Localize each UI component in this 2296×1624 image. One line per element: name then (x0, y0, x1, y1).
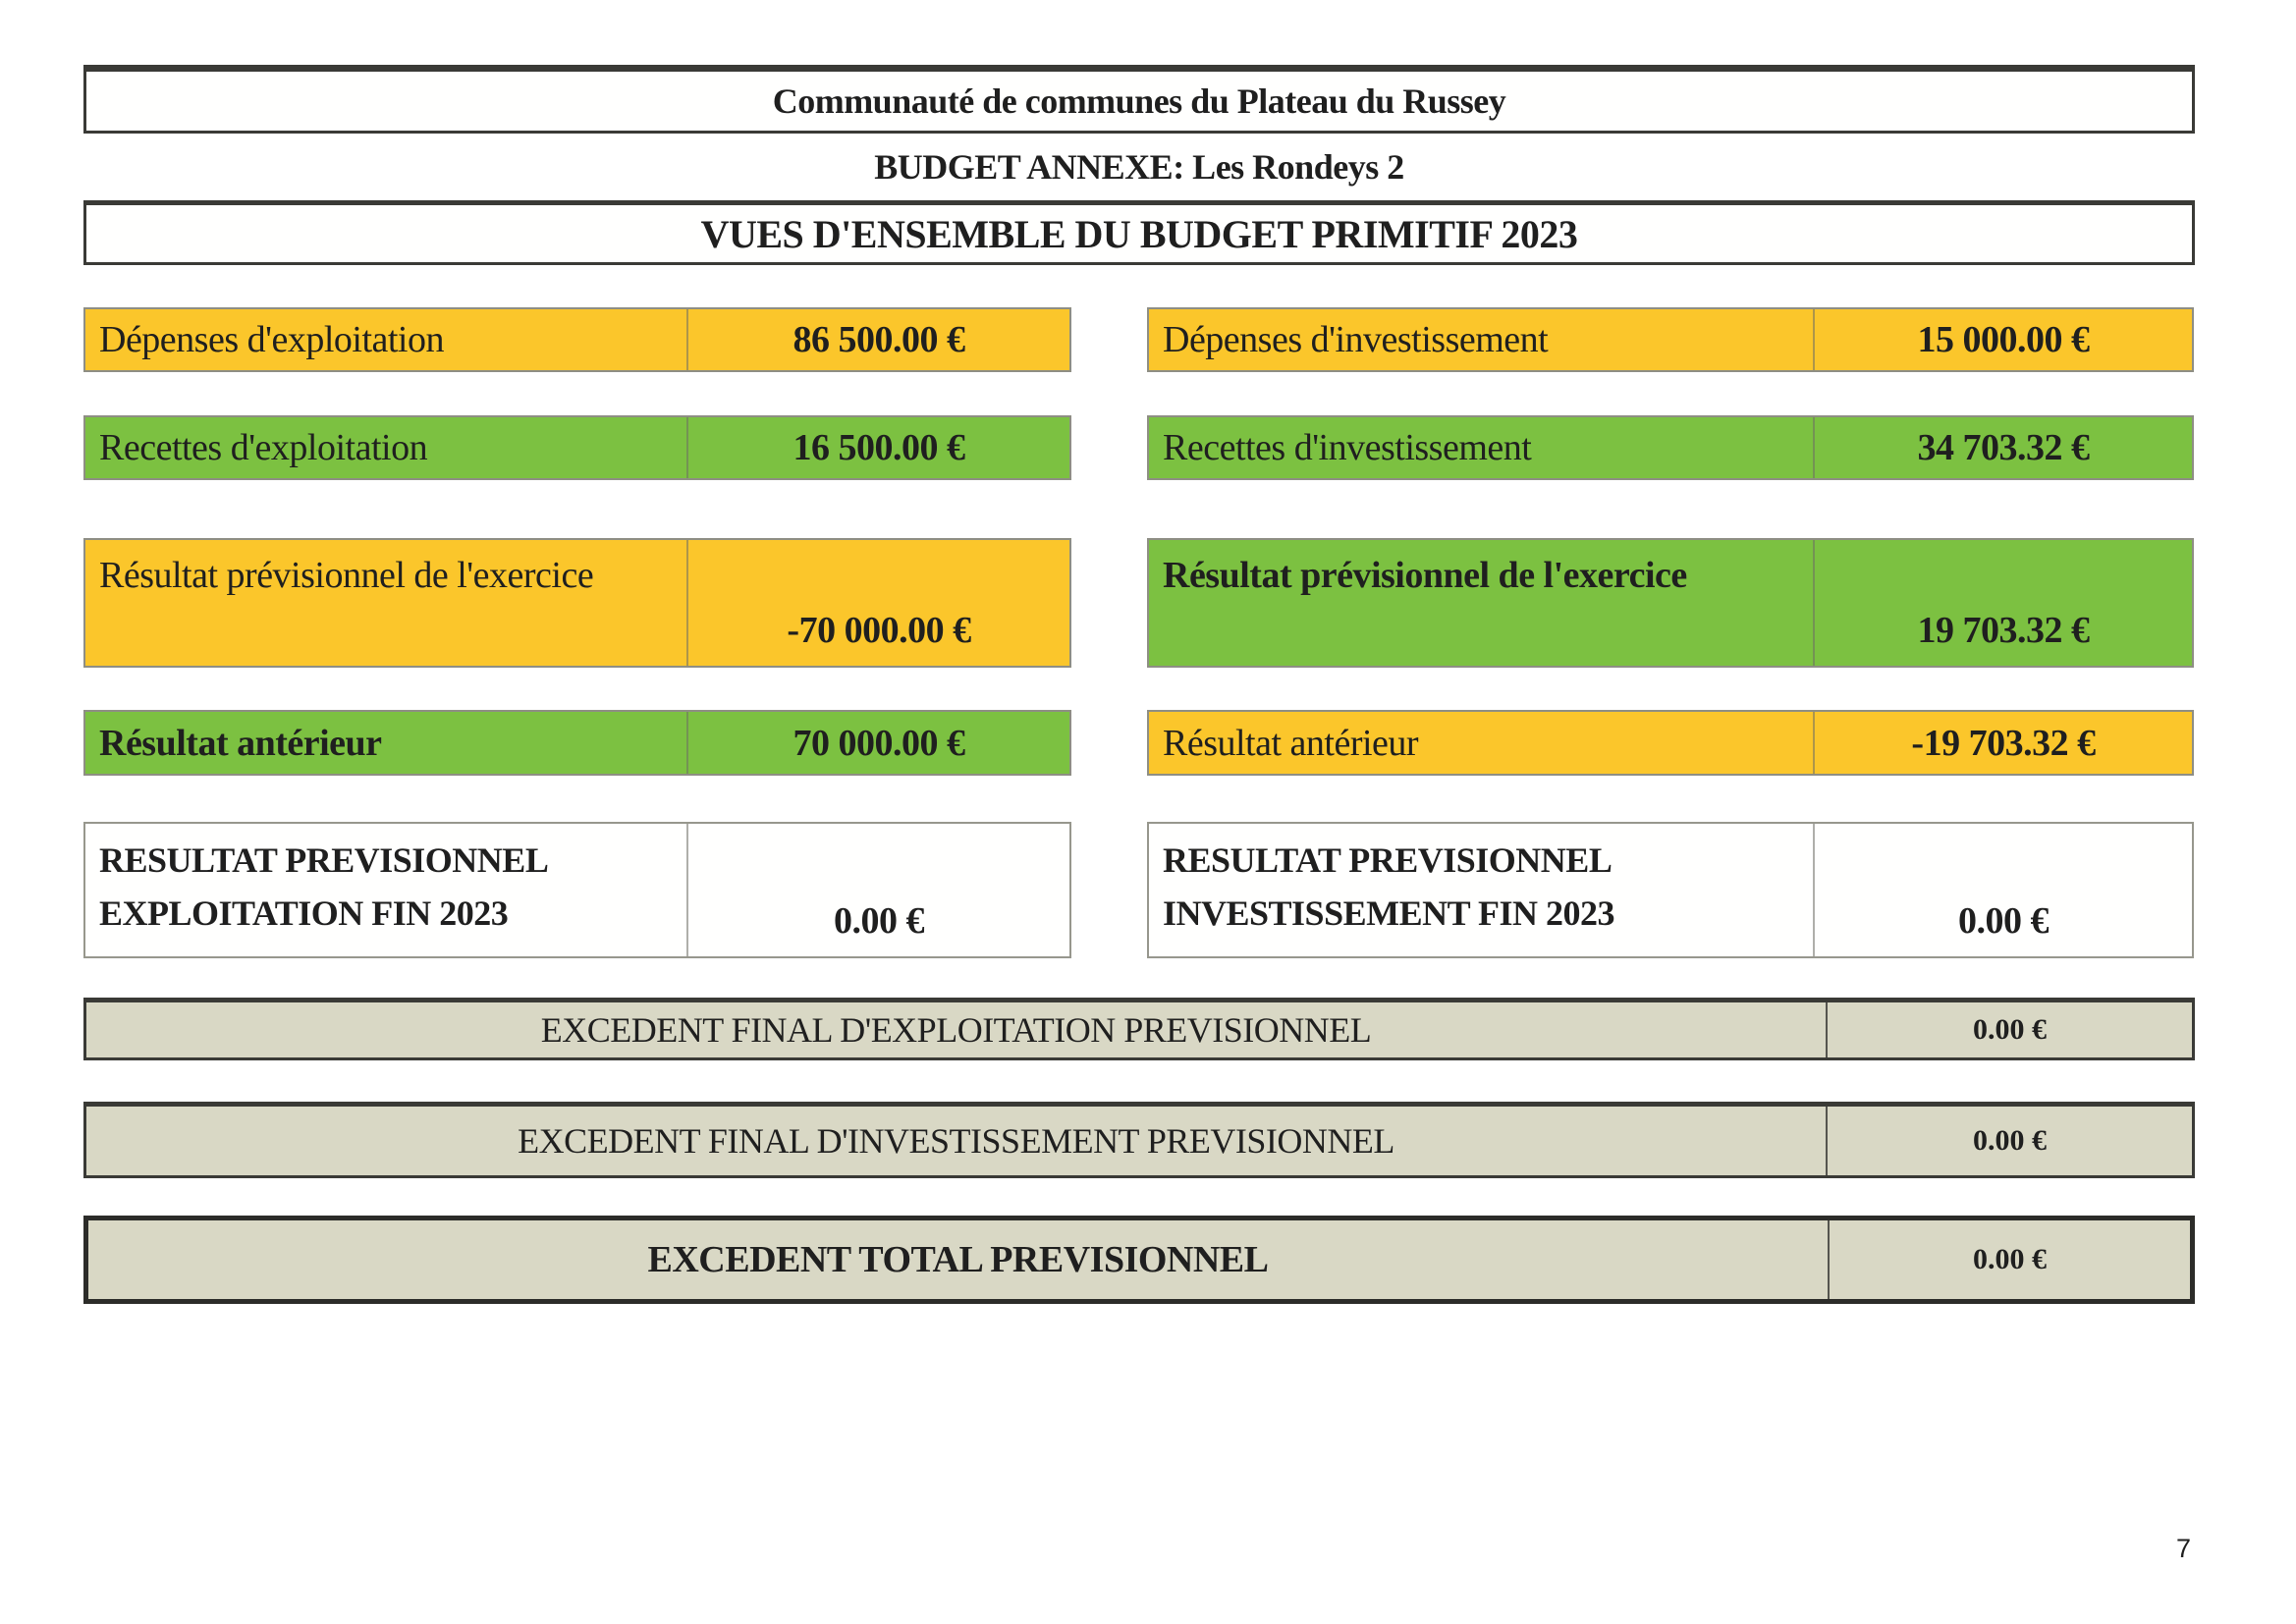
recettes-investissement-box (1147, 415, 2194, 480)
row-label: Dépenses d'exploitation (85, 309, 688, 370)
page-number: 7 (2176, 1534, 2192, 1563)
budget-annexe-subtitle-line (83, 135, 2195, 198)
excedent-total-bar (83, 1216, 2195, 1304)
bar-value: 0.00 € (1973, 1243, 2047, 1275)
resultat-previsionnel-exploitation-box (83, 538, 1071, 668)
excedent-final-exploitation-bar (83, 998, 2195, 1060)
row-label: Résultat antérieur (1149, 712, 1815, 774)
resultat-fin-2023-exploitation-box (83, 822, 1071, 958)
excedent-final-investissement-bar (83, 1102, 2195, 1178)
bar-label: EXCEDENT FINAL D'EXPLOITATION PREVISIONNEL (86, 1002, 1828, 1057)
row-value: 19 703.32 € (1917, 610, 2090, 651)
resultat-previsionnel-investissement-box (1147, 538, 2194, 668)
depenses-investissement-box (1147, 307, 2194, 372)
bar-value: 0.00 € (1973, 1013, 2047, 1046)
budget-annexe-subtitle: BUDGET ANNEXE: Les Rondeys 2 (874, 147, 1404, 187)
row-value: 16 500.00 € (793, 427, 965, 468)
row-label: RESULTAT PREVISIONNEL EXPLOITATION FIN 2023 (85, 824, 688, 956)
organization-name-box (83, 65, 2195, 134)
row-label: Dépenses d'investissement (1149, 309, 1815, 370)
resultat-anterieur-exploitation-box (83, 710, 1071, 776)
row-label: RESULTAT PREVISIONNEL INVESTISSEMENT FIN 2023 (1149, 824, 1815, 956)
bar-label: EXCEDENT TOTAL PREVISIONNEL (88, 1220, 1830, 1299)
row-value: -70 000.00 € (787, 610, 971, 651)
row-value: -19 703.32 € (1911, 722, 2096, 764)
row-value: 0.00 € (834, 900, 924, 942)
budget-title-box (83, 200, 2195, 265)
bar-label: EXCEDENT FINAL D'INVESTISSEMENT PREVISIONNEL (86, 1107, 1828, 1175)
row-label: Recettes d'exploitation (85, 417, 688, 478)
row-value: 86 500.00 € (793, 319, 965, 360)
recettes-exploitation-box (83, 415, 1071, 480)
row-value: 15 000.00 € (1917, 319, 2090, 360)
row-label: Résultat antérieur (85, 712, 688, 774)
depenses-exploitation-box (83, 307, 1071, 372)
bar-value: 0.00 € (1973, 1124, 2047, 1157)
resultat-fin-2023-investissement-box (1147, 822, 2194, 958)
row-label: Résultat prévisionnel de l'exercice (85, 540, 688, 666)
row-label: Recettes d'investissement (1149, 417, 1815, 478)
budget-title: VUES D'ENSEMBLE DU BUDGET PRIMITIF 2023 (700, 211, 1578, 256)
resultat-anterieur-investissement-box (1147, 710, 2194, 776)
organization-name: Communauté de communes du Plateau du Russey (772, 81, 1506, 121)
row-value: 70 000.00 € (793, 722, 965, 764)
row-value: 34 703.32 € (1917, 427, 2090, 468)
row-value: 0.00 € (1958, 900, 2049, 942)
row-label: Résultat prévisionnel de l'exercice (1149, 540, 1815, 666)
